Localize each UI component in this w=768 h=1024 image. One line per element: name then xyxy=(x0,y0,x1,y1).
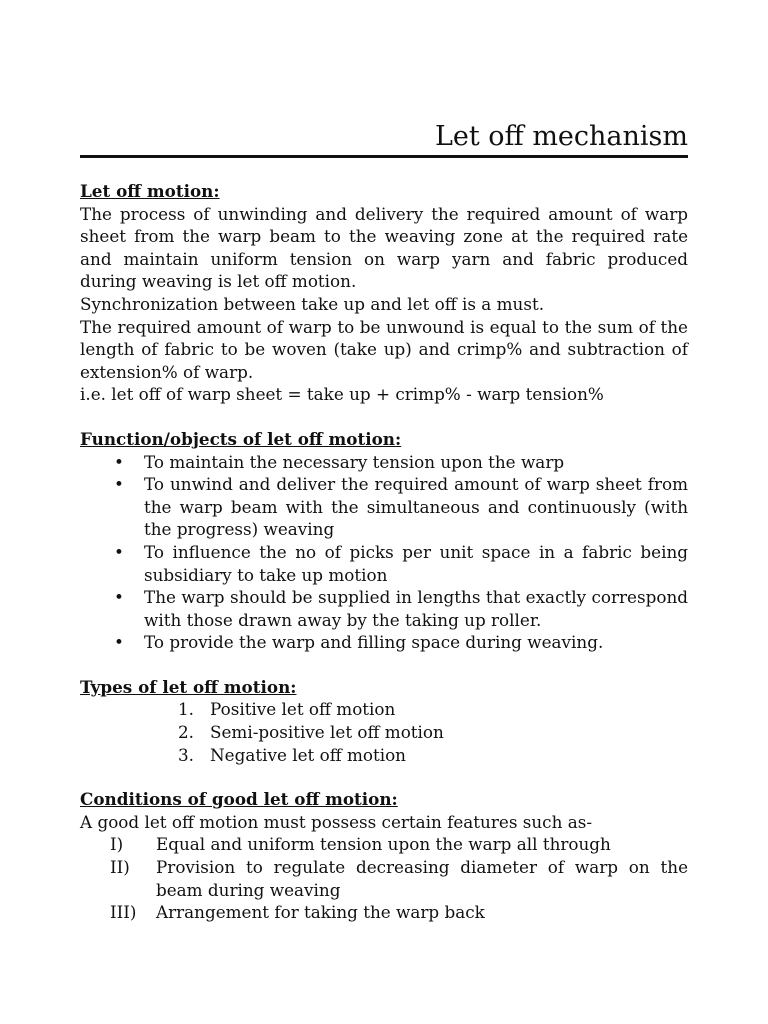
list-item-text: Positive let off motion xyxy=(210,699,396,720)
list-number: II) xyxy=(110,857,130,878)
section-heading-conditions: Conditions of good let off motion: xyxy=(80,789,398,810)
list-item-text: Arrangement for taking the warp back xyxy=(156,902,485,923)
section-heading-functions: Function/objects of let off motion: xyxy=(80,428,402,449)
list-item xyxy=(80,451,688,474)
list-item xyxy=(80,698,688,721)
title-block xyxy=(80,120,688,158)
title-underline-rule xyxy=(80,155,688,158)
paragraph-conditions-intro: A good let off motion must possess certain features such as- xyxy=(80,811,593,832)
conditions-list xyxy=(80,833,688,923)
paragraph-definition: The process of unwinding and delivery the required amount of warp sheet from the warp beam to the weaving zone at the required rate and maintain uniform tension on warp yarn and fabric produced during weaving is let off motion. xyxy=(80,203,688,292)
bullet-icon: • xyxy=(114,587,124,608)
list-item-text: Negative let off motion xyxy=(210,744,406,765)
list-item-text: Semi-positive let off motion xyxy=(210,722,444,743)
list-item xyxy=(80,744,688,767)
types-list xyxy=(80,698,688,766)
list-item xyxy=(80,586,688,631)
list-item-text: To unwind and deliver the required amount of warp sheet from the warp beam with the simultaneous and continuously (with the progress) weaving xyxy=(144,474,688,540)
list-number: III) xyxy=(110,902,137,923)
list-item-text: To influence the no of picks per unit space in a fabric being subsidiary to take up motion xyxy=(144,541,688,585)
list-item xyxy=(80,721,688,744)
bullet-icon: • xyxy=(114,451,124,472)
list-number: 1. xyxy=(178,699,195,720)
list-item xyxy=(80,833,688,856)
list-item-text: To provide the warp and filling space during weaving. xyxy=(144,632,604,653)
list-item xyxy=(80,856,688,901)
bullet-icon: • xyxy=(114,474,124,495)
list-number: I) xyxy=(110,834,124,855)
page-title: Let off mechanism xyxy=(434,121,688,152)
document-page xyxy=(80,120,688,946)
paragraph-required-amount: The required amount of warp to be unwound is equal to the sum of the length of fabric to be woven (take up) and crimp% and subtraction of extension% of warp. xyxy=(80,316,688,382)
section-let-off-motion xyxy=(80,180,688,406)
section-types xyxy=(80,676,688,766)
list-item xyxy=(80,901,688,924)
bullet-icon: • xyxy=(114,541,124,562)
paragraph-formula: i.e. let off of warp sheet = take up + crimp% - warp tension% xyxy=(80,384,604,405)
list-item xyxy=(80,631,688,654)
list-number: 3. xyxy=(178,744,195,765)
list-number: 2. xyxy=(178,722,195,743)
list-item-text: Equal and uniform tension upon the warp all through xyxy=(156,834,611,855)
section-functions xyxy=(80,428,688,654)
section-heading-let-off-motion: Let off motion: xyxy=(80,181,220,201)
functions-list xyxy=(80,451,688,654)
list-item xyxy=(80,473,688,541)
bullet-icon: • xyxy=(114,632,124,653)
section-heading-types: Types of let off motion: xyxy=(80,676,297,697)
list-item-text: Provision to regulate decreasing diameter of warp on the beam during weaving xyxy=(156,857,688,900)
list-item-text: To maintain the necessary tension upon the warp xyxy=(144,451,565,472)
paragraph-synchronization: Synchronization between take up and let off is a must. xyxy=(80,293,545,314)
list-item-text: The warp should be supplied in lengths that exactly correspond with those drawn away by the taking up roller. xyxy=(144,587,688,630)
list-item xyxy=(80,541,688,586)
section-conditions xyxy=(80,788,688,924)
